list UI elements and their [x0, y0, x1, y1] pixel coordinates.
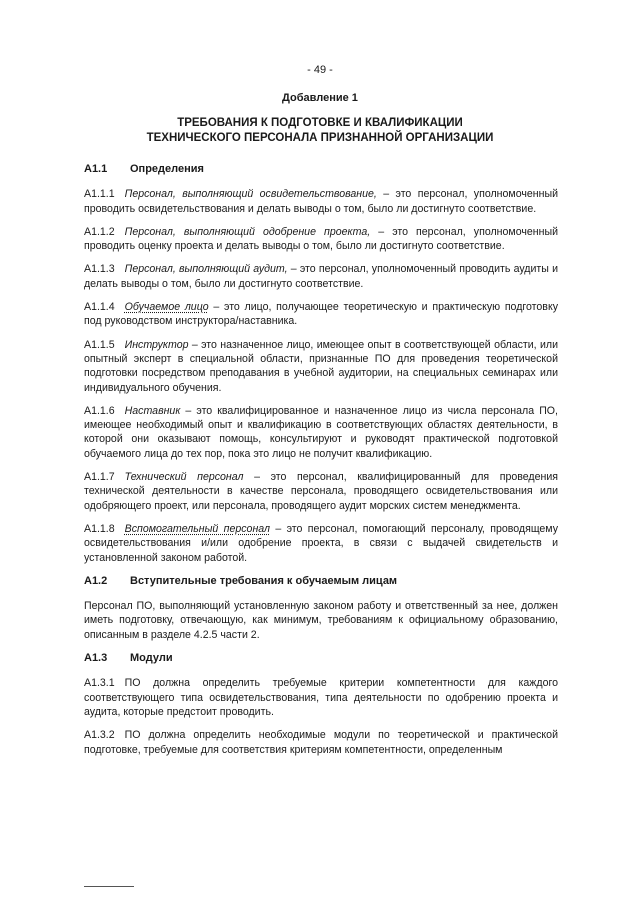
- paragraph-number: А1.1.1: [84, 188, 115, 201]
- defined-term: Инструктор: [124, 338, 189, 351]
- paragraph-a1-1-4: [84, 300, 558, 329]
- paragraph-text: – это персонал, уполномоченный проводить аудиты и делать выводы о том, было ли достигнуто соответствие.: [84, 263, 558, 290]
- paragraph-text: ПО должна определить требуемые критерии компетентности для каждого соответствующего типа освидетельствования, типа деятельности по одобрению проекта и аудита, которые предстоит проводить.: [84, 677, 558, 718]
- paragraph-number: А1.1.5: [84, 338, 115, 351]
- section-title: Определения: [130, 163, 204, 175]
- paragraph-text: – это лицо, получающее теоретическую и практическую подготовку под руководством инструктора/наставника.: [84, 301, 558, 328]
- paragraph-a1-1-7: [84, 470, 558, 513]
- defined-term: Вспомогательный персонал: [124, 522, 271, 535]
- paragraph-number: А1.1.7: [84, 471, 115, 484]
- section-number: А1.1: [84, 163, 108, 175]
- document-body: [84, 162, 558, 766]
- paragraph-a1-1-6: [84, 404, 558, 461]
- paragraph-text: – это квалифицированное и назначенное лицо из числа персонала ПО, имеющее необходимый опыт и квалификацию в соответствующих областях деятельности, в которой они оказывают помощь, консультируют и руководят практической подготовкой обучаемого лица до тех пор, пока это лицо не получит квалификацию.: [84, 404, 558, 460]
- section-heading-a1-3: [84, 651, 558, 665]
- paragraph-number: А1.3.1: [84, 677, 115, 690]
- paragraph-text: – это персонал, квалифицированный для проведения технической деятельности в качестве персонала, проводящего освидетельствования или одобряющего проект, или персонала, проводящего аудит морских систем менеджмента.: [84, 471, 558, 512]
- defined-term: Персонал, выполняющий одобрение проекта,: [124, 225, 371, 238]
- paragraph-number: А1.1.6: [84, 404, 115, 417]
- paragraph-a1-3-1: [84, 676, 558, 719]
- paragraph-text: – это назначенное лицо, имеющее опыт в соответствующей области, или опытный эксперт в специальной области, признанные ПО для проведения теоретической подготовки посредством преподавания в учебной аудитории, на специальных семинарах или индивидуального обучения.: [84, 338, 558, 394]
- paragraph-a1-1-1: [84, 187, 558, 216]
- footnote-separator: [84, 886, 134, 887]
- paragraph-text: ПО должна определить необходимые модули по теоретической и практической подготовке, требуемые для соответствия критериям компетентности, определенным: [84, 729, 558, 756]
- defined-term: Персонал, выполняющий аудит,: [124, 263, 288, 276]
- paragraph-number: А1.1.8: [84, 522, 115, 535]
- paragraph-a1-1-8: [84, 522, 558, 565]
- defined-term: Обучаемое лицо: [124, 301, 209, 314]
- section-title: Модули: [130, 652, 173, 665]
- defined-term: Персонал, выполняющий освидетельствование,: [124, 188, 377, 201]
- section-number: А1.3: [84, 652, 108, 665]
- section-number: А1.2: [84, 574, 108, 587]
- paragraph-number: А1.3.2: [84, 729, 115, 742]
- section-heading-a1-1: [84, 162, 558, 176]
- page-number: - 49 -: [307, 64, 333, 76]
- paragraph-text: – это персонал, уполномоченный проводить освидетельствования и делать выводы о том, было ли достигнуто соответствие.: [84, 188, 558, 215]
- paragraph-a1-1-2: [84, 225, 558, 254]
- paragraph-a1-1-5: [84, 338, 558, 395]
- appendix-label: Добавление 1: [282, 92, 358, 104]
- paragraph-number: А1.1.2: [84, 225, 115, 238]
- title-line-2: ТЕХНИЧЕСКОГО ПЕРСОНАЛА ПРИЗНАННОЙ ОРГАНИЗАЦИИ: [146, 132, 494, 144]
- paragraph-text: – это персонал, помогающий персоналу, проводящему освидетельствования и/или одобрение проекта, в связи с выдачей свидетельств и установленной законом работой.: [84, 522, 559, 564]
- title-line-1: ТРЕБОВАНИЯ К ПОДГОТОВКЕ И КВАЛИФИКАЦИИ: [177, 117, 463, 129]
- paragraph-a1-1-3: [84, 262, 558, 291]
- paragraph-number: А1.1.3: [84, 263, 115, 276]
- paragraph-text: – это персонал, уполномоченный проводить оценку проекта и делать выводы о том, было ли достигнуто соответствие.: [84, 225, 559, 253]
- paragraph-a1-2: Персонал ПО, выполняющий установленную законом работу и ответственный за нее, должен иметь подготовку, отвечающую, как минимум, требованиям к официальному образованию, описанным в разделе 4.2.5 части 2.: [84, 600, 558, 641]
- paragraph-a1-3-2: [84, 728, 558, 757]
- section-title: Вступительные требования к обучаемым лицам: [130, 574, 398, 587]
- paragraph-number: А1.1.4: [84, 301, 115, 314]
- defined-term: Наставник: [124, 404, 181, 417]
- section-heading-a1-2: [84, 574, 558, 588]
- defined-term: Технический персонал: [124, 471, 244, 484]
- document-title: [0, 116, 640, 146]
